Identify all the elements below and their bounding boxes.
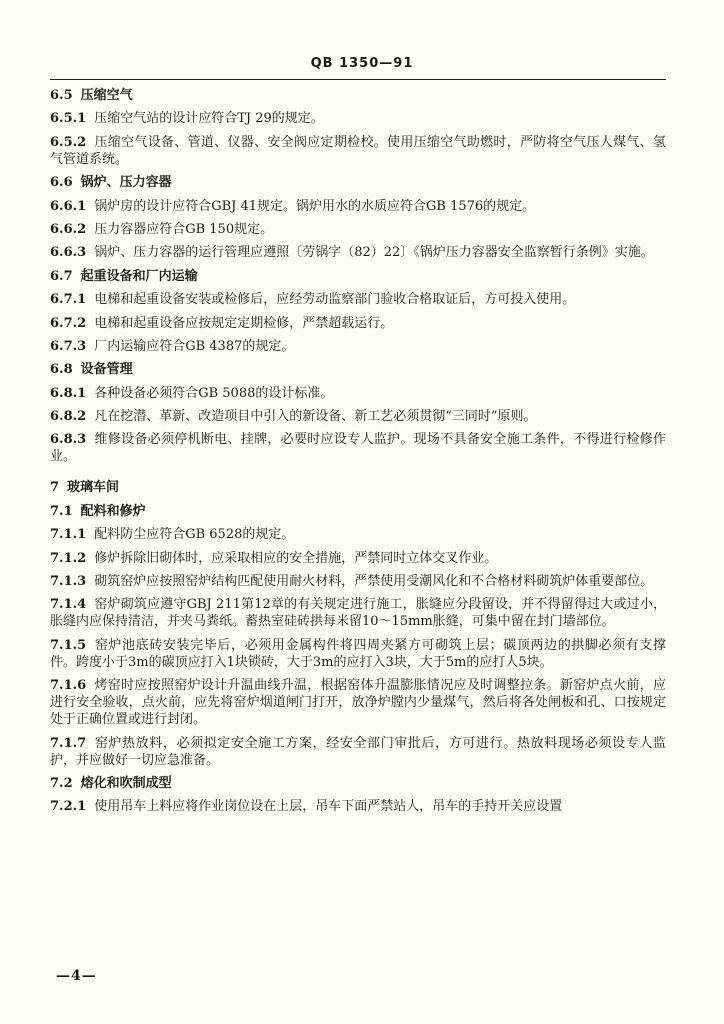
section-heading: [50, 87, 666, 104]
page-number: —4—: [56, 968, 97, 984]
clause-paragraph: [50, 134, 666, 168]
clause-paragraph: [50, 637, 666, 671]
clause-paragraph: [50, 735, 666, 769]
clause-paragraph: [50, 221, 666, 238]
header-rule: [50, 79, 666, 80]
section-heading: [50, 174, 666, 191]
section-heading: [50, 775, 666, 792]
clause-number: 7.1: [50, 503, 73, 519]
clause-text: 起重设备和厂内运输: [80, 268, 198, 284]
clause-number: 6.7: [50, 268, 73, 284]
clause-number: 7.1.4: [50, 597, 87, 613]
clause-text: 压力容器应符合GB 150规定。: [94, 221, 274, 237]
document-body: [50, 87, 666, 822]
clause-text: 使用吊车上料应将作业岗位设在上层，吊车下面严禁站人，吊车的手持开关应设置: [94, 799, 563, 815]
clause-text: 压缩空气设备、管道、仪器、安全阀应定期检校。使用压缩空气助燃时，严防将空气压人煤气、氢气管道系统。: [50, 134, 666, 167]
clause-text: 玻璃车间: [67, 480, 120, 496]
standard-code-header: QB 1350—91: [310, 56, 414, 71]
clause-text: 维修设备必须停机断电、挂牌，必要时应设专人监护。现场不具备安全施工条件，不得进行检修作业。: [50, 432, 666, 465]
clause-text: 压缩空气: [80, 88, 133, 103]
clause-number: 7.1.7: [50, 735, 87, 751]
clause-number: 6.6.3: [50, 245, 87, 261]
clause-number: 7.1.5: [50, 637, 87, 653]
clause-paragraph: [50, 338, 666, 355]
clause-number: 7.2.1: [50, 799, 87, 815]
clause-text: 配料和修炉: [80, 503, 146, 519]
clause-number: 6.7.3: [50, 338, 87, 354]
section-heading: [50, 268, 666, 285]
clause-text: 锅炉、压力容器: [80, 175, 172, 191]
clause-number: 7.1.6: [50, 678, 87, 694]
clause-paragraph: [50, 385, 666, 402]
clause-paragraph: [50, 315, 666, 332]
clause-number: 6.5.2: [50, 134, 87, 150]
clause-text: 厂内运输应符合GB 4387的规定。: [94, 338, 295, 354]
clause-paragraph: [50, 596, 666, 630]
clause-paragraph: [50, 198, 666, 215]
clause-text: 修炉拆除旧砌体时，应采取相应的安全措施，严禁同时立体交叉作业。: [94, 550, 498, 566]
clause-paragraph: [50, 526, 666, 543]
clause-number: 6.8.3: [50, 432, 87, 448]
clause-number: 6.7.1: [50, 292, 87, 308]
clause-number: 7.2: [50, 775, 73, 791]
clause-text: 压缩空气站的设计应符合TJ 29的规定。: [94, 111, 324, 127]
clause-number: 7: [50, 480, 60, 496]
clause-paragraph: [50, 550, 666, 567]
clause-text: 电梯和起重设备安装或检修后，应经劳动监察部门验收合格取证后，方可投入使用。: [94, 292, 576, 308]
section-heading: [50, 479, 666, 496]
clause-text: 窑炉砌筑应遵守GBJ 211第12章的有关规定进行施工，胀缝应分段留设，并不得留得过大或过小，胀缝内应保持清洁，并夹马粪纸。蓄热室硅砖拱每米留10～15mm胀缝，可集中留在封门墙部位。: [50, 597, 666, 630]
section-heading: [50, 361, 666, 378]
clause-number: 6.5.1: [50, 111, 87, 127]
clause-text: 各种设备必须符合GB 5088的设计标准。: [94, 385, 334, 401]
clause-number: 6.6.2: [50, 221, 87, 237]
clause-paragraph: [50, 244, 666, 261]
clause-number: 6.7.2: [50, 315, 87, 331]
clause-text: 设备管理: [80, 362, 133, 378]
clause-text: 窑炉热放料，必须拟定安全施工方案，经安全部门审批后，方可进行。热放料现场必须设专人监护，并应做好一切应急准备。: [50, 735, 666, 768]
clause-number: 6.8: [50, 362, 73, 378]
clause-text: 电梯和起重设备应按规定定期检修，严禁超载运行。: [94, 315, 394, 331]
clause-text: 砌筑窑炉应按照窑炉结构匹配使用耐火材料，严禁使用受潮风化和不合格材料砌筑炉体重要部位。: [94, 574, 654, 590]
clause-paragraph: [50, 573, 666, 590]
clause-text: 烤窑时应按照窑炉设计升温曲线升温，根据窑体升温膨胀情况应及时调整拉条。新窑炉点火前，应进行安全验收，点火前，应先将窑炉烟道闸门打开，放净炉膛内少量煤气，然后将各处闸板和孔、口按规定处于正确位置或进行封闭。: [50, 678, 666, 728]
clause-paragraph: [50, 291, 666, 308]
clause-text: 配料防尘应符合GB 6528的规定。: [94, 527, 295, 543]
clause-number: 7.1.2: [50, 550, 87, 566]
clause-paragraph: [50, 798, 666, 815]
clause-number: 7.1.1: [50, 527, 87, 543]
clause-paragraph: [50, 431, 666, 465]
clause-text: 凡在挖潜、革新、改造项目中引入的新设备、新工艺必须贯彻“三同时”原则。: [94, 409, 537, 425]
clause-text: 窑炉池底砖安装完毕后，必须用金属构件将四周夹紧方可砌筑上层；碳顶两边的拱脚必须有支撑件。跨度小于3m的碳顶应打入1块锁砖，大于3m的应打入3块，大于5m的应打人5块。: [50, 637, 666, 670]
clause-text: 锅炉、压力容器的运行管理应遵照〔劳锅字（82）22〕《锅炉压力容器安全监察暂行条例》实施。: [94, 245, 654, 261]
clause-number: 6.8.1: [50, 385, 87, 401]
clause-paragraph: [50, 110, 666, 127]
section-heading: [50, 503, 666, 520]
clause-number: 6.5: [50, 88, 73, 103]
clause-number: 6.6.1: [50, 198, 87, 214]
clause-text: 熔化和吹制成型: [80, 775, 172, 791]
clause-number: 6.8.2: [50, 409, 87, 425]
clause-number: 6.6: [50, 175, 73, 191]
clause-paragraph: [50, 408, 666, 425]
clause-text: 锅炉房的设计应符合GBJ 41规定。锅炉用水的水质应符合GB 1576的规定。: [94, 198, 536, 214]
clause-paragraph: [50, 677, 666, 728]
clause-number: 7.1.3: [50, 574, 87, 590]
